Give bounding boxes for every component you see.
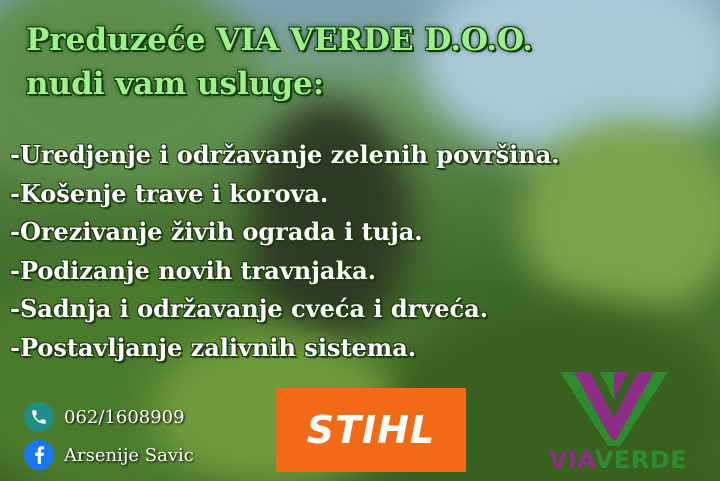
logo-text-via: VIA [548,446,595,474]
service-item: -Orezivanje živih ograda i tuja. [10,217,423,246]
headline-offer: nudi vam usluge: [26,66,325,102]
headline [26,18,533,106]
facebook-icon [24,440,54,470]
service-item: -Sadnja i održavanje cveća i drveća. [10,294,488,323]
service-item: -Postavljanje zalivnih sistema. [10,332,417,362]
services-list [10,136,560,367]
phone-icon [24,402,54,432]
via-verde-emblem-icon [528,370,708,448]
facebook-name: Arsenije Savic [64,444,194,466]
headline-company: Preduzeće VIA VERDE D.O.O. [26,22,533,58]
stihl-logo-text: STIHL [306,408,436,452]
stihl-logo [276,388,466,472]
via-verde-logo [528,370,708,476]
contact-phone[interactable] [24,402,185,432]
service-item: -Podizanje novih travnjaka. [10,255,376,285]
contact-facebook[interactable] [24,440,194,470]
logo-text-verde: VERDE [594,446,688,474]
service-item: -Uredjenje i održavanje zelenih površina. [10,140,560,169]
service-item: -Košenje trave i korova. [10,178,329,208]
phone-number: 062/1608909 [64,406,185,428]
